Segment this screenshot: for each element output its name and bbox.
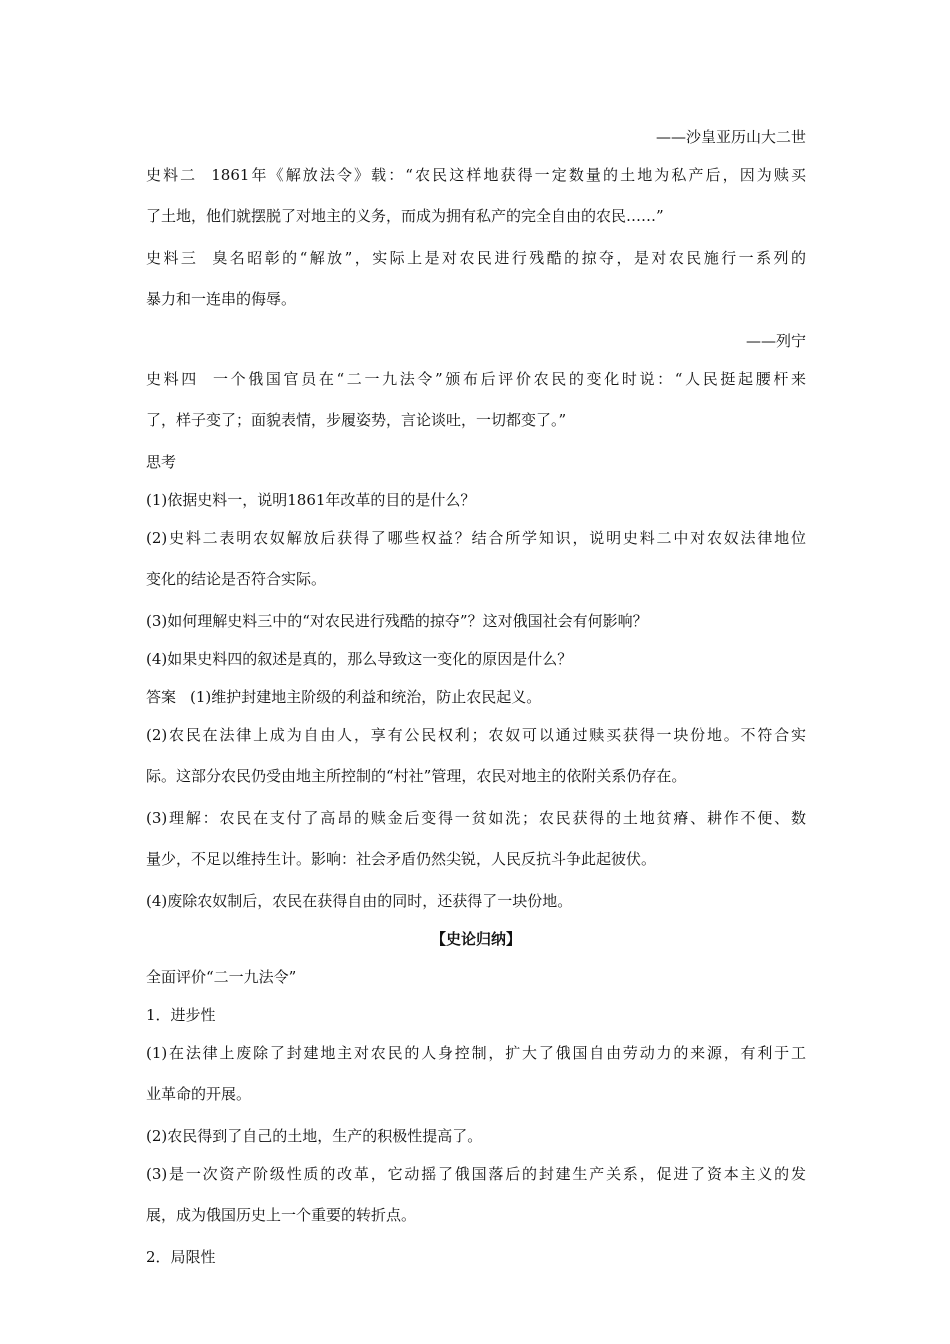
answer-1-text: (1)维护封建地主阶级的利益和统治，防止农民起义。 <box>190 688 542 706</box>
source2-tag: 史料二 <box>146 166 198 184</box>
source4-line1 <box>146 360 806 398</box>
answer-tag: 答案 <box>146 688 177 706</box>
progressive-1-line1: (1)在法律上废除了封建地主对农民的人身控制，扩大了俄国自由劳动力的来源，有利于工 <box>146 1044 806 1062</box>
question-3: (3)如何理解史料三中的“对农民进行残酷的掠夺”？这对俄国社会有何影响？ <box>146 612 648 630</box>
think-heading: 思考 <box>146 453 177 471</box>
source3-attribution: ——列宁 <box>745 332 806 350</box>
source1-attribution: ——沙皇亚历山大二世 <box>655 128 806 146</box>
source4-text1: 一个俄国官员在“二一九法令”颁布后评价农民的变化时说：“人民挺起腰杆来 <box>212 370 806 388</box>
question-2-line2: 变化的结论是否符合实际。 <box>146 570 327 588</box>
question-2-line1: (2)史料二表明农奴解放后获得了哪些权益？结合所学知识，说明史料二中对农奴法律地位 <box>146 529 806 547</box>
source3-tag: 史料三 <box>146 249 199 267</box>
source4-line2: 了，样子变了；面貌表情，步履姿势，言论谈吐，一切都变了。” <box>146 411 567 429</box>
question-1: (1)依据史料一，说明1861年改革的目的是什么？ <box>146 491 476 509</box>
progressive-3-line1: (3)是一次资产阶级性质的改革，它动摇了俄国落后的封建生产关系，促进了资本主义的发 <box>146 1165 806 1183</box>
answer-1 <box>146 678 806 716</box>
answer-2-line2: 际。这部分农民仍受由地主所控制的“村社”管理，农民对地主的依附关系仍存在。 <box>146 767 687 785</box>
source3-line2: 暴力和一连串的侮辱。 <box>146 290 297 308</box>
source3-text1: 臭名昭彰的“解放”，实际上是对农民进行残酷的掠夺，是对农民施行一系列的 <box>212 249 806 267</box>
progressive-heading: 1．进步性 <box>146 1006 216 1024</box>
answer-3-line1: (3)理解：农民在支付了高昂的赎金后变得一贫如洗；农民获得的土地贫瘠、耕作不便、数 <box>146 809 806 827</box>
question-4: (4)如果史料四的叙述是真的，那么导致这一变化的原因是什么？ <box>146 650 573 668</box>
document-page <box>146 118 806 1276</box>
progressive-2: (2)农民得到了自己的土地，生产的积极性提高了。 <box>146 1127 483 1145</box>
source2-text1: 1861年《解放法令》载：“农民这样地获得一定数量的土地为私产后，因为赎买 <box>211 166 806 184</box>
progressive-3-line2: 展，成为俄国历史上一个重要的转折点。 <box>146 1206 417 1224</box>
section-title: 【史论归纳】 <box>430 930 521 948</box>
answer-3-line2: 量少，不足以维持生计。影响：社会矛盾仍然尖锐，人民反抗斗争此起彼伏。 <box>146 850 657 868</box>
source3-line1 <box>146 239 806 277</box>
source2-line2: 了土地，他们就摆脱了对地主的义务，而成为拥有私产的完全自由的农民……” <box>146 207 664 225</box>
source2-line1 <box>146 156 806 194</box>
evaluation-title: 全面评价“二一九法令” <box>146 968 297 986</box>
limitation-heading: 2．局限性 <box>146 1248 216 1266</box>
answer-2-line1: (2)农民在法律上成为自由人，享有公民权利；农奴可以通过赎买获得一块份地。不符合实 <box>146 726 806 744</box>
answer-4: (4)废除农奴制后，农民在获得自由的同时，还获得了一块份地。 <box>146 892 573 910</box>
progressive-1-line2: 业革命的开展。 <box>146 1085 252 1103</box>
source4-tag: 史料四 <box>146 370 199 388</box>
